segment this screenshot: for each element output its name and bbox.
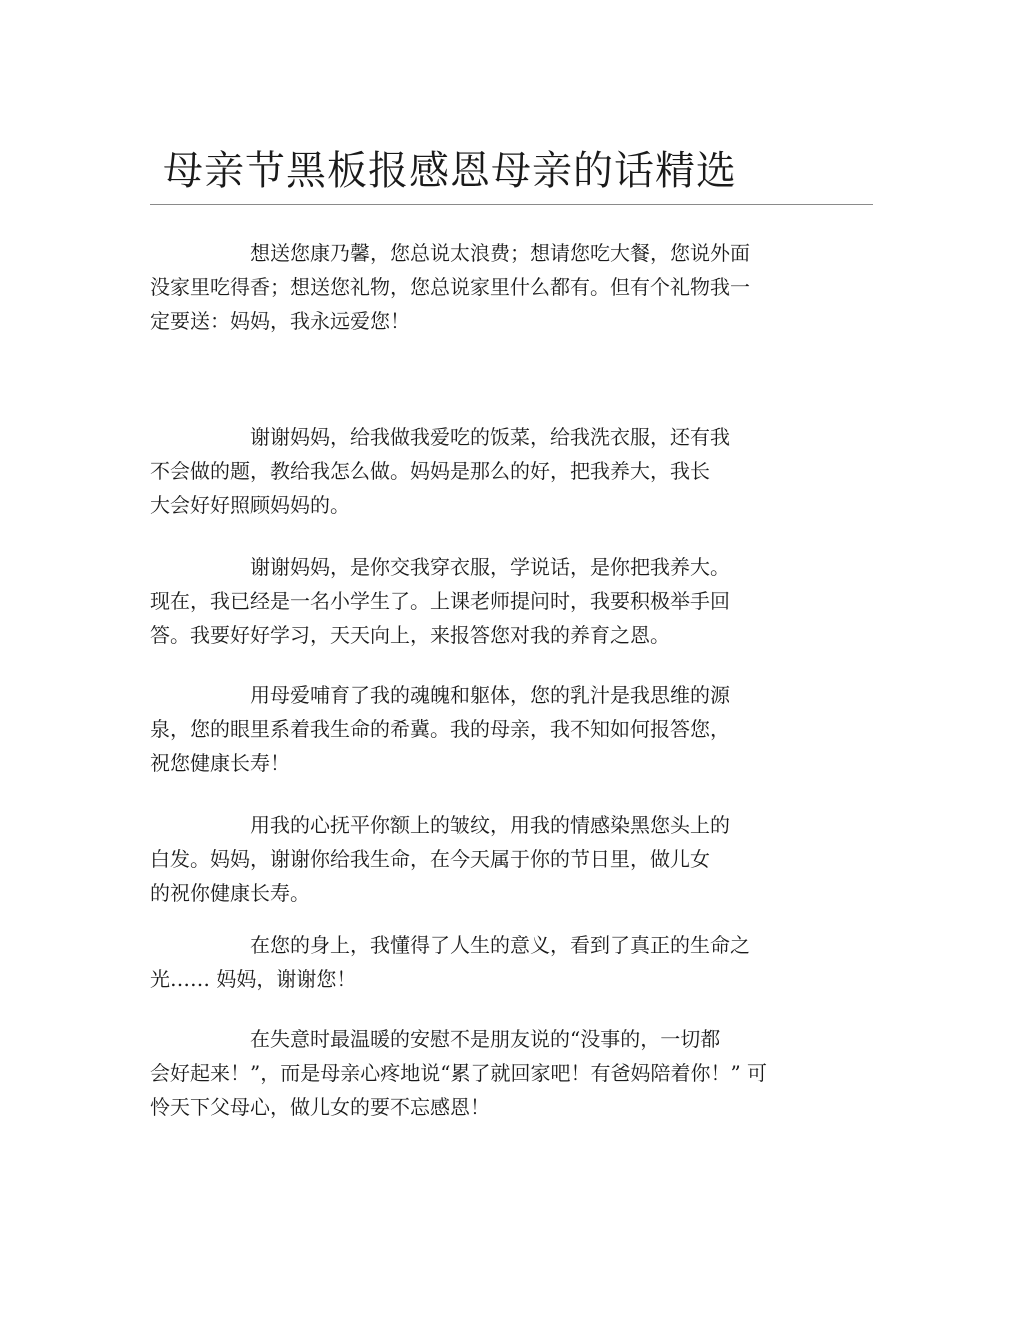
paragraph-line: 在失意时最温暖的安慰不是朋友说的“没事的，一切都 [250, 1027, 721, 1051]
paragraph-line: 谢谢妈妈，是你交我穿衣服，学说话，是你把我养大。 [250, 555, 730, 579]
paragraph-line: 白发。妈妈，谢谢你给我生命，在今天属于你的节日里，做儿女 [150, 847, 710, 871]
paragraph-line: 答。我要好好学习，天天向上，来报答您对我的养育之恩。 [150, 623, 670, 647]
title-divider [150, 204, 873, 205]
paragraph-line: 不会做的题，教给我怎么做。妈妈是那么的好，把我养大，我长 [150, 459, 710, 483]
paragraph-line: 想送您康乃馨，您总说太浪费；想请您吃大餐，您说外面 [250, 241, 750, 265]
paragraph-3 [150, 550, 885, 652]
paragraph-line: 用母爱哺育了我的魂魄和躯体，您的乳汁是我思维的源 [250, 683, 730, 707]
paragraph-1 [150, 236, 885, 338]
paragraph-line: 在您的身上，我懂得了人生的意义，看到了真正的生命之 [250, 933, 750, 957]
paragraph-4 [150, 678, 885, 780]
paragraph-line: 谢谢妈妈，给我做我爱吃的饭菜，给我洗衣服，还有我 [250, 425, 730, 449]
paragraph-line: 泉，您的眼里系着我生命的希冀。我的母亲，我不知如何报答您， [150, 717, 730, 741]
paragraph-line: 祝您健康长寿！ [150, 751, 290, 775]
paragraph-line: 没家里吃得香；想送您礼物，您总说家里什么都有。但有个礼物我一 [150, 275, 750, 299]
paragraph-line: 怜天下父母心，做儿女的要不忘感恩！ [150, 1095, 490, 1119]
paragraph-5 [150, 808, 885, 910]
paragraph-2 [150, 420, 885, 522]
paragraph-line: 定要送：妈妈，我永远爱您！ [150, 309, 410, 333]
paragraph-line: 会好起来！”，而是母亲心疼地说“累了就回家吧！有爸妈陪着你！” 可 [150, 1061, 768, 1085]
document-title: 母亲节黑板报感恩母亲的话精选 [163, 148, 737, 194]
paragraph-line: 光…… 妈妈，谢谢您！ [150, 967, 357, 991]
paragraph-line: 现在，我已经是一名小学生了。上课老师提问时，我要积极举手回 [150, 589, 730, 613]
paragraph-7 [150, 1022, 885, 1124]
paragraph-line: 大会好好照顾妈妈的。 [150, 493, 350, 517]
paragraph-line: 的祝你健康长寿。 [150, 881, 310, 905]
paragraph-6 [150, 928, 885, 996]
paragraph-line: 用我的心抚平你额上的皱纹，用我的情感染黑您头上的 [250, 813, 730, 837]
